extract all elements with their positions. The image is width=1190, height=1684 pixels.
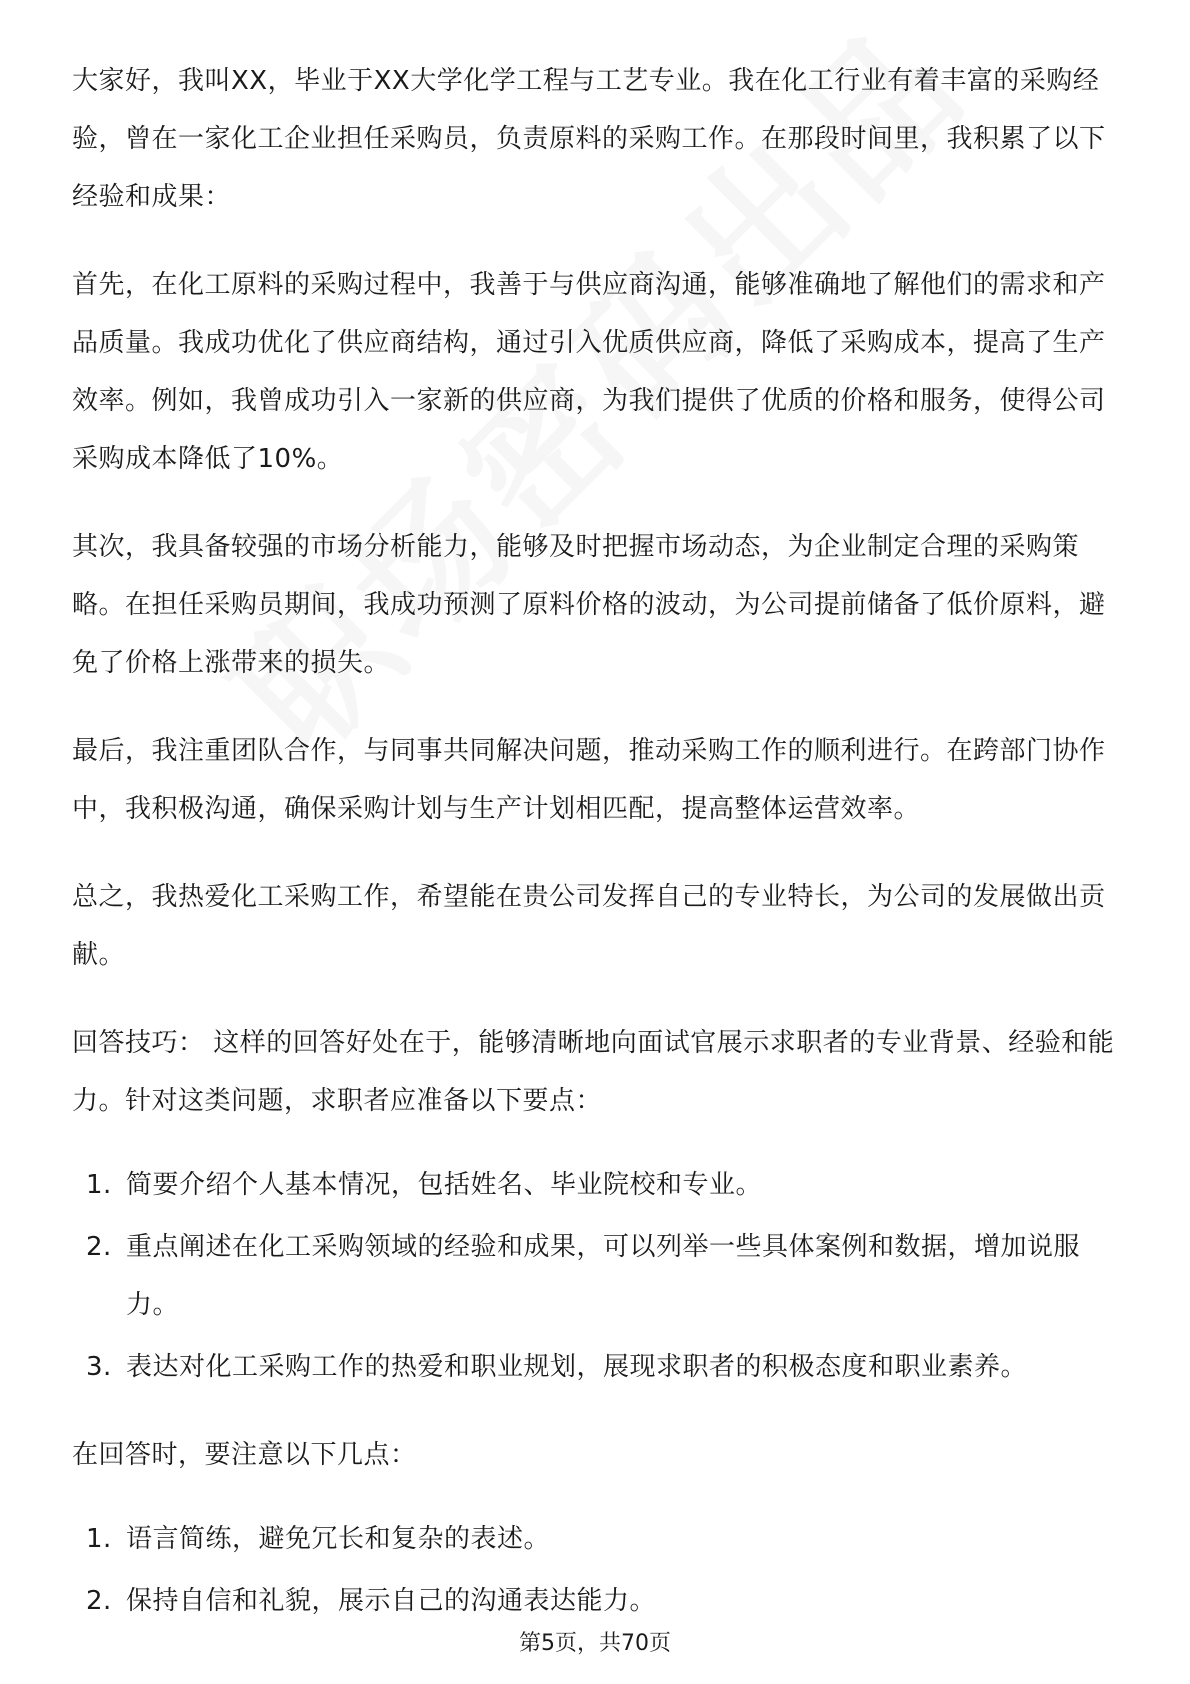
list-item-text: 语言简练，避免冗长和复杂的表述。: [126, 1524, 551, 1554]
list-item: [72, 1218, 1122, 1334]
list-item: [72, 1156, 1122, 1214]
page-number: 第5页，共70页: [519, 1631, 671, 1656]
intro-paragraph: 大家好，我叫XX，毕业于XX大学化学工程与工艺专业。我在化工行业有着丰富的采购经验，曾在一家化工企业担任采购员，负责原料的采购工作。在那段时间里，我积累了以下经验和成果：: [72, 66, 1106, 212]
list-item: [72, 1572, 1122, 1630]
first-point-paragraph: 首先，在化工原料的采购过程中，我善于与供应商沟通，能够准确地了解他们的需求和产品质量。我成功优化了供应商结构，通过引入优质供应商，降低了采购成本，提高了生产效率。例如，我曾成功引入一家新的供应商，为我们提供了优质的价格和服务，使得公司采购成本降低了10%。: [72, 270, 1106, 474]
last-point-paragraph: 最后，我注重团队合作，与同事共同解决问题，推动采购工作的顺利进行。在跨部门协作中，我积极沟通，确保采购计划与生产计划相匹配，提高整体运营效率。: [72, 736, 1106, 824]
second-point-paragraph: 其次，我具备较强的市场分析能力，能够及时把握市场动态，为企业制定合理的采购策略。在担任采购员期间，我成功预测了原料价格的波动，为公司提前储备了低价原料，避免了价格上涨带来的损失。: [72, 532, 1106, 678]
list-item-number: 3.: [86, 1352, 112, 1382]
tips-paragraph: 回答技巧： 这样的回答好处在于，能够清晰地向面试官展示求职者的专业背景、经验和能力。针对这类问题，求职者应准备以下要点：: [72, 1028, 1115, 1116]
list-item-text: 简要介绍个人基本情况，包括姓名、毕业院校和专业。: [126, 1170, 763, 1200]
list-item-number: 1.: [86, 1170, 112, 1200]
list-item-number: 1.: [86, 1524, 112, 1554]
list-item-number: 2.: [86, 1586, 112, 1616]
notes-list: [72, 1510, 1122, 1630]
document-body: [72, 52, 1122, 1660]
list-item: [72, 1338, 1122, 1396]
list-item-text: 保持自信和礼貌，展示自己的沟通表达能力。: [126, 1586, 657, 1616]
list-item-text: 表达对化工采购工作的热爱和职业规划，展现求职者的积极态度和职业素养。: [126, 1352, 1028, 1382]
list-item-number: 2.: [86, 1232, 112, 1262]
list-item-text: 重点阐述在化工采购领域的经验和成果，可以列举一些具体案例和数据，增加说服力。: [126, 1232, 1081, 1320]
tips-list: [72, 1156, 1122, 1396]
summary-paragraph: 总之，我热爱化工采购工作，希望能在贵公司发挥自己的专业特长，为公司的发展做出贡献。: [72, 882, 1106, 970]
notes-intro-paragraph: 在回答时，要注意以下几点：: [72, 1440, 417, 1470]
list-item: [72, 1510, 1122, 1568]
